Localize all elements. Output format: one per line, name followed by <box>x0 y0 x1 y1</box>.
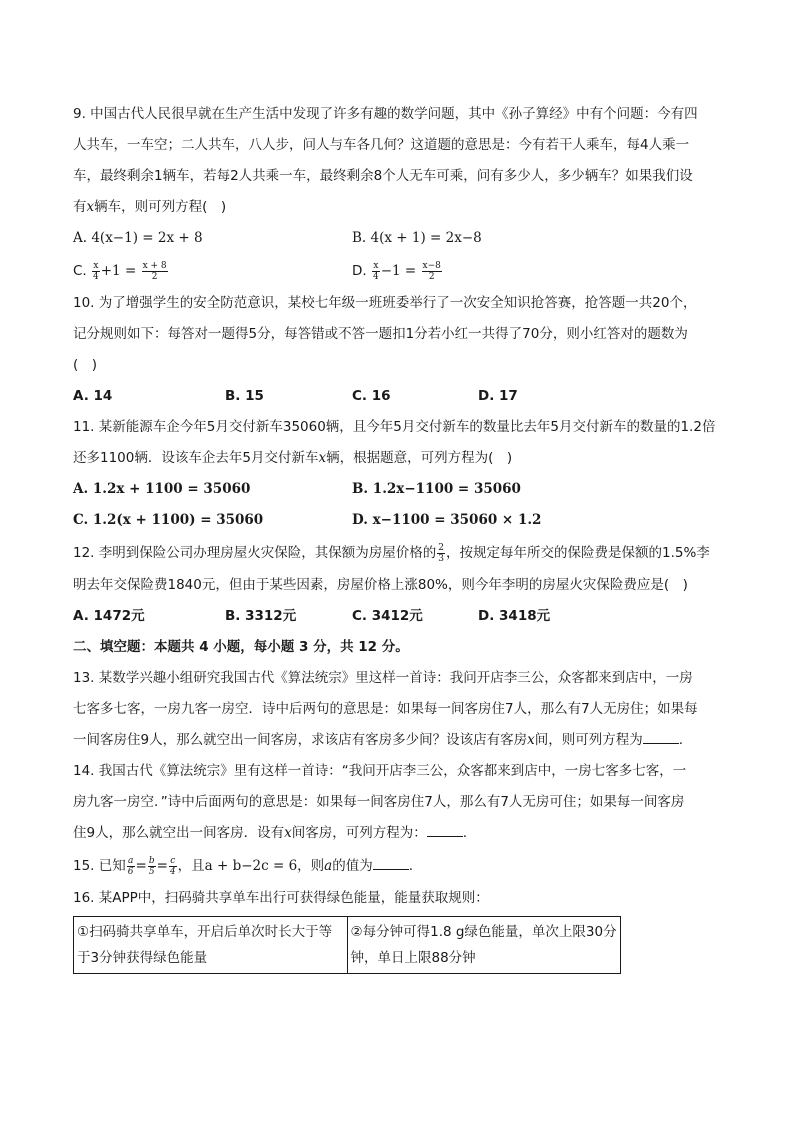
question-9-line: 9. 中国古代人民很早就在生产生活中发现了许多有趣的数学问题，其中《孙子算经》中有个问题：今有四 <box>73 106 698 122</box>
denominator: 2 <box>428 271 435 282</box>
fraction <box>92 261 100 282</box>
question-16 <box>73 883 723 974</box>
text: 有 <box>73 199 87 215</box>
denominator: 4 <box>372 271 379 282</box>
numerator: x <box>373 260 379 271</box>
math-variable: a <box>324 858 333 874</box>
question-9-line: 人共车，一车空；二人共车，八人步，问人与车各几何？这道题的意思是：今有若干人乘车，每4人乘一 <box>73 137 690 153</box>
question-12-options <box>73 601 723 632</box>
numerator: 2 <box>438 542 444 553</box>
option-a[interactable]: A. 14 <box>73 388 113 404</box>
table-row <box>74 917 621 974</box>
numerator: b <box>148 855 155 866</box>
math-text: = <box>156 858 168 874</box>
question-14 <box>73 756 723 849</box>
math-variable: x <box>284 825 292 841</box>
section-heading: 二、填空题：本题共 4 小题，每小题 3 分，共 12 分。 <box>73 639 409 655</box>
text: 辆车，则可列方程( ) <box>94 199 227 215</box>
text: 12. 李明到保险公司办理房屋火灾保险，其保额为房屋价格的 <box>73 545 437 561</box>
numerator: x−8 <box>422 260 441 271</box>
cell-line: 于3分钟获得绿色能量 <box>77 950 208 966</box>
math-text: −1 = <box>380 263 417 279</box>
numerator: x + 8 <box>142 260 167 271</box>
question-11-options <box>73 474 723 505</box>
text: ，按规定每年所交的保险费是保额的1.5%李 <box>446 545 710 561</box>
denominator: 4 <box>93 271 99 282</box>
option-d[interactable]: D. 17 <box>478 388 518 404</box>
question-12-line: 明去年交保险费1840元，但由于某些因素，房屋价格上涨80%，则今年李明的房屋火灾保险费应是( ) <box>73 577 688 593</box>
option-c[interactable]: C. 16 <box>352 388 391 404</box>
math-variable: x <box>527 732 535 748</box>
math-variable: x <box>318 450 327 466</box>
question-13 <box>73 663 723 756</box>
option-c[interactable]: C. 3412元 <box>352 608 423 624</box>
question-9-options <box>73 254 723 288</box>
question-13-line: 七客多七客，一房九客一房空．诗中后两句的意思是：如果每一间客房住7人，那么有7人无房住；如果每 <box>73 701 698 717</box>
numerator: c <box>170 855 176 866</box>
table-cell <box>347 917 621 974</box>
option-d[interactable]: D. 3418元 <box>478 608 551 624</box>
question-9-line <box>73 192 723 223</box>
question-10-line: 记分规则如下：每答对一题得5分，每答错或不答一题扣1分若小红一共得了70分，则小红答对的题数为 <box>73 326 688 342</box>
question-14-line: 房九客一房空．”诗中后面两句的意思是：如果每一间客房住7人，那么有7人无房可住；如果每一间客房 <box>73 794 685 810</box>
question-15 <box>73 849 723 883</box>
text: 间，则可列方程为 <box>534 732 643 748</box>
option-label: D. <box>352 263 367 279</box>
question-13-line <box>73 725 723 756</box>
option-a[interactable]: A. 1.2x + 1100 = 35060 <box>73 481 251 497</box>
question-11-line <box>73 443 723 474</box>
table-cell <box>74 917 348 974</box>
fraction <box>169 856 177 877</box>
option-d[interactable]: D. x−1100 = 35060 × 1.2 <box>352 512 542 528</box>
cell-line: ①扫码骑共享单车，开启后单次时长大于等 <box>77 924 333 940</box>
option-label: C. <box>73 263 87 279</box>
text: 15. 已知 <box>73 858 126 874</box>
option-b[interactable]: B. 15 <box>225 388 264 404</box>
numerator: x <box>93 260 99 271</box>
question-10-line: 10. 为了增强学生的安全防范意识，某校七年级一班班委举行了一次安全知识抢答赛，抢答题一共20个， <box>73 295 697 311</box>
question-9-line: 车，最终剩余1辆车，若每2人共乘一车，最终剩余8个人无车可乘，问有多少人，多少辆车？如果我们设 <box>73 168 693 184</box>
denominator: 5 <box>148 866 155 877</box>
option-b[interactable]: B. 3312元 <box>225 608 297 624</box>
option-c[interactable] <box>73 254 169 288</box>
math-text: = <box>135 858 147 874</box>
option-b[interactable]: B. 4(x + 1) = 2x−8 <box>352 230 482 246</box>
cell-line: 钟，单日上限88分钟 <box>350 950 476 966</box>
text: 住9人，那么就空出一间客房．设有 <box>73 825 285 841</box>
question-11-options <box>73 505 723 536</box>
text: 辆，根据题意，可列方程为( ) <box>326 450 513 466</box>
denominator: 4 <box>169 866 176 877</box>
question-12 <box>73 536 723 632</box>
answer-blank[interactable] <box>643 729 679 744</box>
question-14-line: 14. 我国古代《算法统宗》里有这样一首诗：“我问开店李三公，众客都来到店中，一房七客多七客，一 <box>73 763 687 779</box>
fraction <box>437 543 445 564</box>
text: ，且 <box>177 858 205 874</box>
denominator: 6 <box>127 866 134 877</box>
text: 间客房，可列方程为： <box>291 825 427 841</box>
question-11-line: 11. 某新能源车企今年5月交付新车35060辆，且今年5月交付新车的数量比去年5月交付新车的数量的1.2倍 <box>73 419 716 435</box>
answer-blank[interactable] <box>373 855 409 870</box>
cell-line: ②每分钟可得1.8 g绿色能量，单次上限30分 <box>350 924 617 940</box>
text: 的值为 <box>332 858 373 874</box>
question-11 <box>73 412 723 536</box>
question-12-line <box>73 536 723 570</box>
question-10-line: ( ) <box>73 357 98 373</box>
math-variable: x <box>86 199 95 215</box>
fraction <box>148 856 156 877</box>
text: . <box>462 825 468 841</box>
exam-content <box>73 99 723 974</box>
fraction <box>142 261 168 282</box>
text: . <box>408 858 414 874</box>
text: 一间客房住9人，那么就空出一间客房，求该店有客房多少间？设该店有客房 <box>73 732 528 748</box>
question-13-line: 13. 某数学兴趣小组研究我国古代《算法统宗》里这样一首诗：我问开店李三公，众客都来到店中，一房 <box>73 670 693 686</box>
question-9-options <box>73 223 723 254</box>
text: 还多1100辆．设该车企去年5月交付新车 <box>73 450 319 466</box>
fraction <box>372 261 380 282</box>
option-d[interactable] <box>352 254 443 288</box>
question-14-line <box>73 818 723 849</box>
answer-blank[interactable] <box>427 822 463 837</box>
denominator: 3 <box>438 553 444 564</box>
fraction <box>422 261 442 282</box>
math-text: a + b−2c = 6 <box>204 858 298 874</box>
option-a[interactable]: A. 1472元 <box>73 608 145 624</box>
option-c[interactable]: C. 1.2(x + 1100) = 35060 <box>73 512 264 528</box>
text: ，则 <box>297 858 325 874</box>
question-10-options <box>73 381 723 412</box>
question-9 <box>73 99 723 288</box>
math-text: +1 = <box>100 263 137 279</box>
question-16-line: 16. 某APP中，扫码骑共享单车出行可获得绿色能量，能量获取规则： <box>73 890 489 906</box>
question-10 <box>73 288 723 412</box>
option-a[interactable]: A. 4(x−1) = 2x + 8 <box>73 230 203 246</box>
numerator: a <box>127 855 134 866</box>
text: . <box>678 732 684 748</box>
denominator: 2 <box>151 271 158 282</box>
fraction <box>127 856 135 877</box>
option-b[interactable]: B. 1.2x−1100 = 35060 <box>352 481 521 497</box>
question-15-line <box>73 849 723 883</box>
energy-rules-table <box>73 916 621 974</box>
